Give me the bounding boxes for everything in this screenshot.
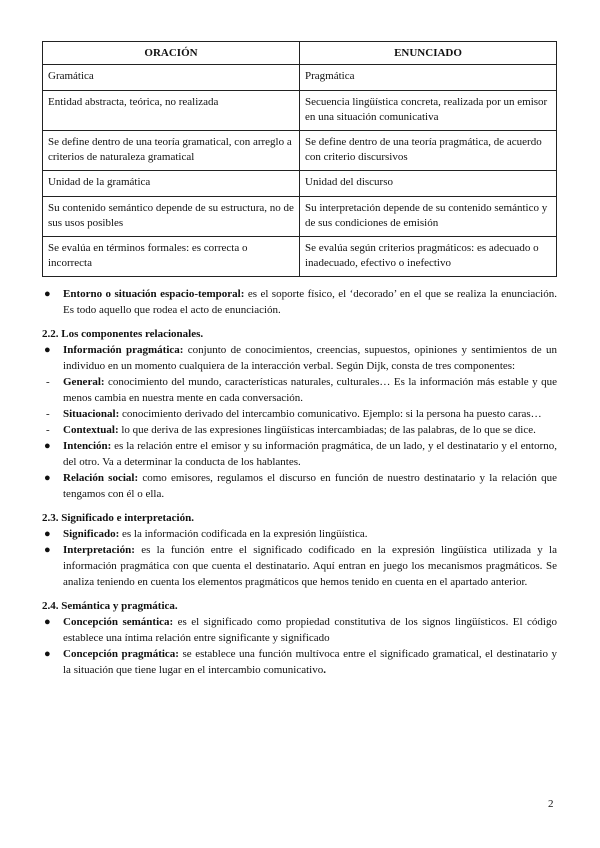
table-cell: Se evalúa en términos formales: es correcta o incorrecta: [43, 237, 300, 277]
table-row: [43, 237, 557, 277]
list-item: [42, 422, 557, 438]
table-row: [43, 131, 557, 171]
term: General:: [63, 376, 105, 388]
list-item: [42, 286, 557, 318]
bullet-icon: ●: [44, 472, 51, 484]
term: Concepción pragmática:: [63, 648, 179, 660]
term: Significado:: [63, 528, 120, 540]
bullet-icon: ●: [44, 440, 51, 452]
definition: es la relación entre el emisor y su información pragmática, de un lado, y el destinatario y el entorno, del otro. Va a determinar la conducta de los hablantes.: [63, 440, 557, 468]
header-enunciado: ENUNCIADO: [300, 42, 557, 65]
definition: conjunto de conocimientos, creencias, supuestos, opiniones y sentimientos de un individuo en un momento cualquiera de la interacción verbal. Según Dijk, consta de tres componentes:: [63, 344, 557, 372]
bullet-icon: ●: [44, 288, 51, 300]
dash-icon: -: [46, 376, 50, 388]
table-cell: Unidad de la gramática: [43, 171, 300, 197]
definition: se establece una función multívoca entre el significado gramatical, el destinatario y la situación que tiene lugar en el intercambio comunicativo: [63, 648, 557, 676]
bullet-icon: ●: [44, 544, 51, 556]
table-cell: Su interpretación depende de su contenido semántico y de sus condiciones de emisión: [300, 197, 557, 237]
table-row: [43, 91, 557, 131]
header-oracion: ORACIÓN: [43, 42, 300, 65]
table-cell: Pragmática: [300, 65, 557, 91]
dash-icon: -: [46, 408, 50, 420]
body-text: [42, 286, 557, 678]
list-item: [42, 406, 557, 422]
list-item: [42, 542, 557, 590]
term: Entorno o situación espacio-temporal:: [63, 288, 245, 300]
bullet-icon: ●: [44, 528, 51, 540]
bullet-icon: ●: [44, 648, 51, 660]
term: Contextual:: [63, 424, 119, 436]
table-row: [43, 197, 557, 237]
definition: es la información codificada en la expresión lingüística.: [119, 528, 368, 540]
dash-icon: -: [46, 424, 50, 436]
list-item: [42, 374, 557, 406]
table-row: [43, 65, 557, 91]
definition: como emisores, regulamos el discurso en función de nuestro destinatario y la relación que tengamos con él o ella.: [63, 472, 557, 500]
definition: conocimiento del mundo, características naturales, culturales… Es la información más estable y que menos cambia en nuestra mente en cada conversación.: [63, 376, 557, 404]
term: Relación social:: [63, 472, 139, 484]
term: Concepción semántica:: [63, 616, 174, 628]
term: Información pragmática:: [63, 344, 184, 356]
definition: lo que deriva de las expresiones lingüísticas intercambiadas; de las palabras, de lo que se dice.: [118, 424, 536, 436]
section-heading: 2.2. Los componentes relacionales.: [42, 328, 204, 340]
bullet-icon: ●: [44, 616, 51, 628]
table-cell: Se define dentro de una teoría pragmática, de acuerdo con criterio discursivos: [300, 131, 557, 171]
comparison-table: [42, 41, 557, 277]
table-cell: Unidad del discurso: [300, 171, 557, 197]
table-cell: Se evalúa según criterios pragmáticos: es adecuado o inadecuado, efectivo o inefectivo: [300, 237, 557, 277]
document-page: [42, 41, 557, 678]
page-number: 2: [548, 798, 554, 810]
table-row: [43, 171, 557, 197]
table-cell: Secuencia lingüística concreta, realizada por un emisor en una situación comunicativa: [300, 91, 557, 131]
term: Situacional:: [63, 408, 120, 420]
list-item: [42, 342, 557, 374]
definition: es la función entre el significado codificado en la expresión lingüística utilizada y la información pragmática con que cuenta el destinatario. Aquí entran en juego los mecanismos pragmáticos. Se analiza teniendo en cuenta los elementos pragmáticos que hemos tenido en cuenta en el apartado anterior.: [63, 544, 557, 588]
final-period: .: [323, 664, 326, 676]
definition: es el significado como propiedad constitutiva de los signos lingüísticos. El código establece una íntima relación entre significante y significado: [63, 616, 557, 644]
table-cell: Se define dentro de una teoría gramatical, con arreglo a criterios de naturaleza gramatical: [43, 131, 300, 171]
section-heading: 2.3. Significado e interpretación.: [42, 512, 194, 524]
list-item: [42, 526, 557, 542]
term: Intención:: [63, 440, 112, 452]
definition: es el soporte físico, el ‘decorado’ en el que se realiza la enunciación. Es todo aquello que rodea el acto de enunciación.: [63, 288, 557, 316]
section-heading: 2.4. Semántica y pragmática.: [42, 600, 178, 612]
definition: conocimiento derivado del intercambio comunicativo. Ejemplo: si la persona ha puesto caras…: [119, 408, 542, 420]
bullet-icon: ●: [44, 344, 51, 356]
term: Interpretación:: [63, 544, 135, 556]
list-item: [42, 438, 557, 470]
list-item: [42, 614, 557, 646]
table-header-row: [43, 42, 557, 65]
list-item: [42, 470, 557, 502]
table-cell: Su contenido semántico depende de su estructura, no de sus usos posibles: [43, 197, 300, 237]
table-cell: Gramática: [43, 65, 300, 91]
list-item: [42, 646, 557, 678]
table-cell: Entidad abstracta, teórica, no realizada: [43, 91, 300, 131]
